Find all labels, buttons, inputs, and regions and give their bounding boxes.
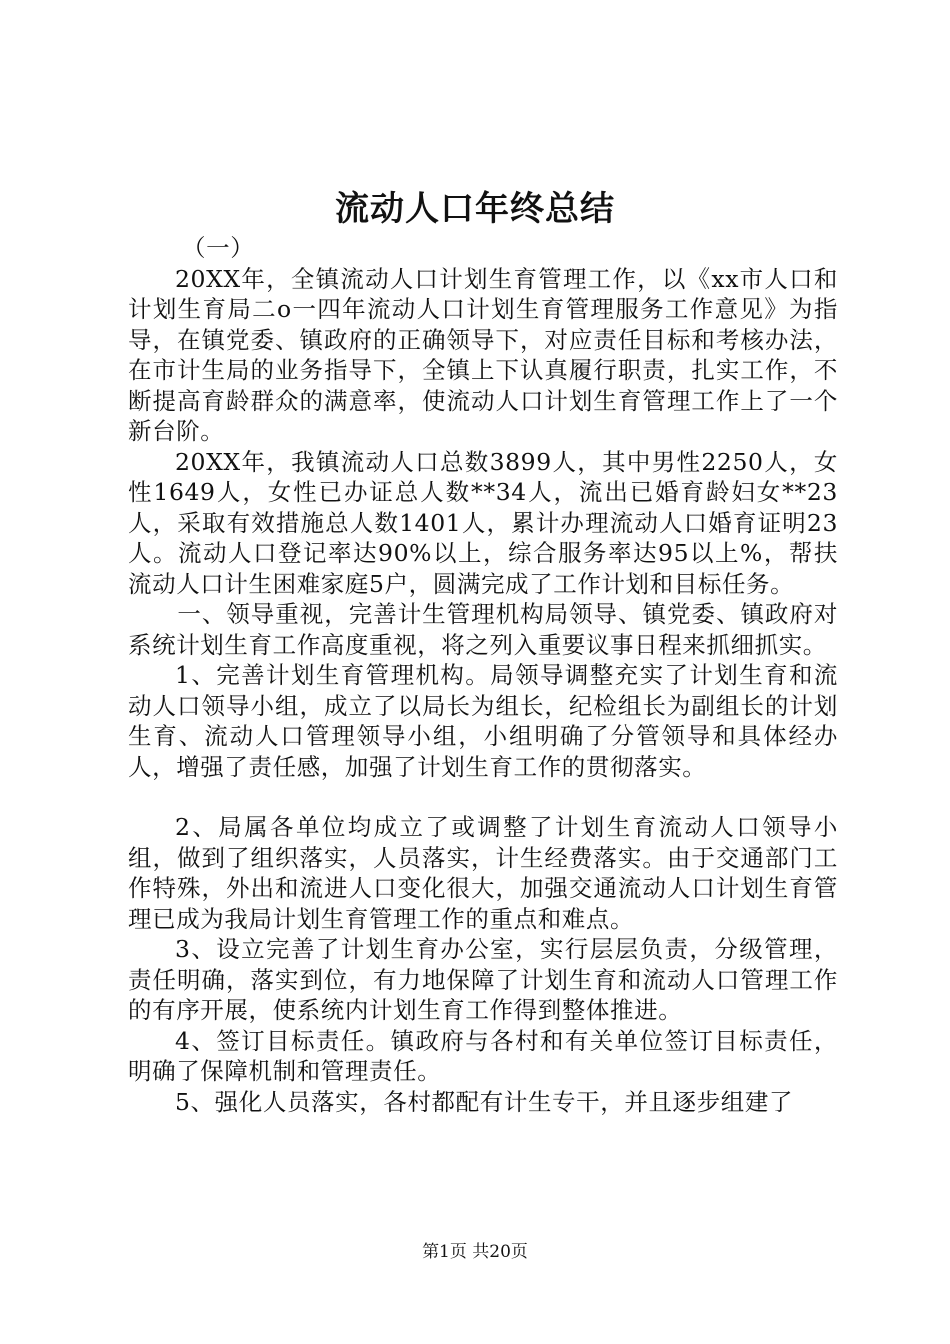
paragraph: 一、领导重视，完善计生管理机构局领导、镇党委、镇政府对系统计划生育工作高度重视，将之列入重要议事日程来抓细抓实。: [128, 600, 838, 659]
paragraph: 4、签订目标责任。镇政府与各村和有关单位签订目标责任，明确了保障机制和管理责任。: [128, 1026, 838, 1085]
paragraph: 1、完善计划生育管理机构。局领导调整充实了计划生育和流动人口领导小组，成立了以局长为组长，纪检组长为副组长的计划生育、流动人口管理领导小组，小组明确了分管领导和具体经办人，增强了责任感，加强了计划生育工作的贯彻落实。: [128, 661, 838, 781]
document-title: 流动人口年终总结: [335, 189, 615, 229]
paragraph: 20XX年，全镇流动人口计划生育管理工作，以《xx市人口和计划生育局二o一四年流动人口计划生育管理服务工作意见》为指导，在镇党委、镇政府的正确领导下，对应责任目标和考核办法，在市计生局的业务指导下，全镇上下认真履行职责，扎实工作，不断提高育龄群众的满意率，使流动人口计划生育管理工作上了一个新台阶。: [128, 264, 838, 445]
section-heading: （一）: [182, 234, 255, 262]
page-footer: 第1页 共20页: [422, 1242, 528, 1262]
paragraph: 3、设立完善了计划生育办公室，实行层层负责，分级管理，责任明确，落实到位，有力地保障了计划生育和流动人口管理工作的有序开展，使系统内计划生育工作得到整体推进。: [128, 935, 838, 1024]
paragraph: 5、强化人员落实，各村都配有计生专干，并且逐步组建了: [175, 1087, 794, 1116]
paragraph: 2、局属各单位均成立了或调整了计划生育流动人口领导小组，做到了组织落实，人员落实，计生经费落实。由于交通部门工作特殊，外出和流进人口变化很大，加强交通流动人口计划生育管理已成为我局计划生育管理工作的重点和难点。: [128, 813, 838, 933]
paragraph: 20XX年，我镇流动人口总数3899人，其中男性2250人，女性1649人，女性已办证总人数**34人，流出已婚育龄妇女**23人，采取有效措施总人数1401人，累计办理流动人口婚育证明23人。流动人口登记率达90%以上，综合服务率达95以上%，帮扶流动人口计生困难家庭5户，圆满完成了工作计划和目标任务。: [128, 447, 838, 598]
document-body: [128, 233, 838, 1117]
